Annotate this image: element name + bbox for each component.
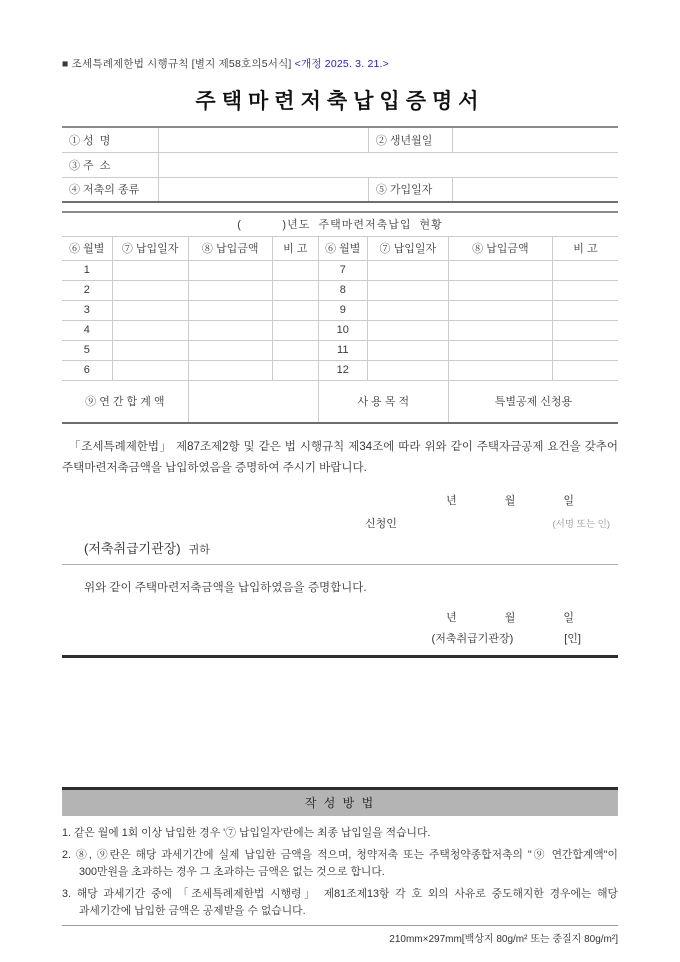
signature-hint: (서명 또는 인) bbox=[552, 519, 610, 530]
table-row bbox=[62, 340, 618, 360]
payment-table-title: ( )년도 주택마련저축납입 현황 bbox=[62, 212, 618, 236]
certify-date-line bbox=[62, 609, 574, 625]
paydate-cell bbox=[112, 300, 188, 320]
month-cell: 9 bbox=[318, 300, 367, 320]
month-cell: 3 bbox=[62, 300, 112, 320]
paydate-cell bbox=[112, 360, 188, 380]
recipient-line bbox=[84, 538, 618, 557]
note-cell bbox=[272, 280, 318, 300]
issuer-line bbox=[62, 630, 581, 646]
note-cell bbox=[552, 300, 618, 320]
amount-cell bbox=[188, 260, 272, 280]
month-cell: 12 bbox=[318, 360, 367, 380]
purpose-value: 특별공제 신청용 bbox=[448, 380, 618, 423]
col-header-amount-right: ⑧ 납입금액 bbox=[448, 236, 552, 260]
note-cell bbox=[552, 260, 618, 280]
info-row-name-birth bbox=[62, 127, 618, 152]
amount-cell bbox=[188, 280, 272, 300]
table-row bbox=[62, 260, 618, 280]
note-cell bbox=[272, 300, 318, 320]
footer-rule bbox=[62, 925, 618, 926]
request-paragraph: 「조세특례제한법」 제87조제2항 및 같은 법 시행규칙 제34조에 따라 위와 같이 주택자금공제 요건을 갖추어 주택마련저축금액을 납입하였음을 증명하여 주시기 바랍니다. bbox=[62, 441, 618, 474]
section-divider bbox=[62, 564, 618, 565]
col-header-note-right: 비 고 bbox=[552, 236, 618, 260]
payment-table-title-row bbox=[62, 212, 618, 236]
note-cell bbox=[552, 340, 618, 360]
info-row-type-join bbox=[62, 177, 618, 202]
amount-cell bbox=[188, 360, 272, 380]
instruction-item-2: 2. ⑧, ⑨란은 해당 과세기간에 실제 납입한 금액을 적으며, 청약저축 또는 주택청약종합저축의 "⑨ 연간합계액"이 300만원을 초과하는 경우 그 초과하는 금액은 없는 것으로 합니다. bbox=[62, 849, 618, 878]
paydate-cell bbox=[367, 300, 448, 320]
form-notice bbox=[62, 56, 618, 71]
seal-mark: [인] bbox=[564, 633, 581, 645]
instructions-box bbox=[62, 787, 618, 920]
payment-table-header-row bbox=[62, 236, 618, 260]
address-label: ③ 주 소 bbox=[62, 152, 158, 177]
note-cell bbox=[272, 360, 318, 380]
recipient-name: (저축취급기관장) bbox=[84, 541, 181, 556]
request-date-line bbox=[62, 492, 574, 508]
month-cell: 7 bbox=[318, 260, 367, 280]
amount-cell bbox=[188, 340, 272, 360]
amount-cell bbox=[448, 340, 552, 360]
purpose-label: 사 용 목 적 bbox=[318, 380, 448, 423]
month-cell: 4 bbox=[62, 320, 112, 340]
month-cell: 5 bbox=[62, 340, 112, 360]
day-label: 일 bbox=[563, 495, 574, 507]
amount-cell bbox=[448, 320, 552, 340]
name-label: ① 성 명 bbox=[62, 127, 158, 152]
amount-cell bbox=[448, 260, 552, 280]
paydate-cell bbox=[112, 280, 188, 300]
applicant-info-table bbox=[62, 126, 618, 203]
paydate-cell bbox=[112, 320, 188, 340]
month-cell: 2 bbox=[62, 280, 112, 300]
join-date-label: ⑤ 가입일자 bbox=[368, 177, 452, 202]
applicant-label: 신청인 bbox=[365, 518, 397, 530]
instructions-header: 작 성 방 법 bbox=[62, 790, 618, 816]
amount-cell bbox=[448, 280, 552, 300]
instructions-list bbox=[62, 825, 618, 920]
table-row bbox=[62, 360, 618, 380]
note-cell bbox=[552, 280, 618, 300]
paydate-cell bbox=[367, 280, 448, 300]
certify-paragraph: 위와 같이 주택마련저축금액을 납입하였음을 증명합니다. bbox=[84, 582, 367, 594]
join-date-value-cell bbox=[452, 177, 618, 202]
year-label: 년 bbox=[446, 495, 457, 507]
note-cell bbox=[272, 340, 318, 360]
month-cell: 1 bbox=[62, 260, 112, 280]
table-row bbox=[62, 320, 618, 340]
month-label: 월 bbox=[504, 495, 516, 507]
annual-total-value-cell bbox=[188, 380, 318, 423]
col-header-month-right: ⑥ 월별 bbox=[318, 236, 367, 260]
col-header-month-left: ⑥ 월별 bbox=[62, 236, 112, 260]
col-header-paydate-left: ⑦ 납입일자 bbox=[112, 236, 188, 260]
issuer-name: (저축취급기관장) bbox=[431, 633, 514, 645]
note-cell bbox=[552, 320, 618, 340]
table-row bbox=[62, 280, 618, 300]
paydate-cell bbox=[367, 340, 448, 360]
paper-spec: 210mm×297mm[백상지 80g/m² 또는 중질지 80g/m²] bbox=[389, 934, 618, 945]
address-value-cell bbox=[158, 152, 618, 177]
applicant-line bbox=[62, 515, 618, 531]
month-cell: 8 bbox=[318, 280, 367, 300]
amount-cell bbox=[448, 360, 552, 380]
notice-text: ■ 조세특례제한법 시행규칙 [별지 제58호의5서식] bbox=[62, 58, 295, 70]
annual-total-label: ⑨ 연 간 합 계 액 bbox=[62, 380, 188, 423]
note-cell bbox=[272, 260, 318, 280]
month-cell: 10 bbox=[318, 320, 367, 340]
paydate-cell bbox=[112, 340, 188, 360]
payment-history-table bbox=[62, 211, 618, 424]
note-cell bbox=[552, 360, 618, 380]
col-header-amount-left: ⑧ 납입금액 bbox=[188, 236, 272, 260]
day-label: 일 bbox=[563, 612, 574, 624]
amount-cell bbox=[188, 320, 272, 340]
paydate-cell bbox=[112, 260, 188, 280]
info-row-address bbox=[62, 152, 618, 177]
paydate-cell bbox=[367, 360, 448, 380]
amount-cell bbox=[188, 300, 272, 320]
birth-label: ② 생년월일 bbox=[368, 127, 452, 152]
month-cell: 11 bbox=[318, 340, 367, 360]
annual-total-row bbox=[62, 380, 618, 423]
savings-type-label: ④ 저축의 종류 bbox=[62, 177, 158, 202]
page-title: 주택마련저축납입증명서 bbox=[195, 90, 485, 113]
col-header-note-left: 비 고 bbox=[272, 236, 318, 260]
name-value-cell bbox=[158, 127, 368, 152]
paydate-cell bbox=[367, 320, 448, 340]
bottom-rule bbox=[62, 655, 618, 658]
revision-text: <개정 2025. 3. 21.> bbox=[294, 58, 389, 70]
recipient-suffix: 귀하 bbox=[188, 544, 210, 556]
instruction-item-3: 3. 해당 과세기간 중에 「조세특례제한법 시행령」 제81조제13항 각 호 외의 사유로 중도해지한 경우에는 해당 과세기간에 납입한 금액은 공제받을 수 없습니다. bbox=[62, 888, 618, 917]
year-label: 년 bbox=[446, 612, 457, 624]
paydate-cell bbox=[367, 260, 448, 280]
col-header-paydate-right: ⑦ 납입일자 bbox=[367, 236, 448, 260]
birth-value-cell bbox=[452, 127, 618, 152]
instruction-item-1: 1. 같은 월에 1회 이상 납입한 경우 '⑦ 납입일자'란에는 최종 납입일을 적습니다. bbox=[62, 827, 431, 839]
month-cell: 6 bbox=[62, 360, 112, 380]
note-cell bbox=[272, 320, 318, 340]
amount-cell bbox=[448, 300, 552, 320]
table-row bbox=[62, 300, 618, 320]
savings-type-value-cell bbox=[158, 177, 368, 202]
month-label: 월 bbox=[504, 612, 516, 624]
